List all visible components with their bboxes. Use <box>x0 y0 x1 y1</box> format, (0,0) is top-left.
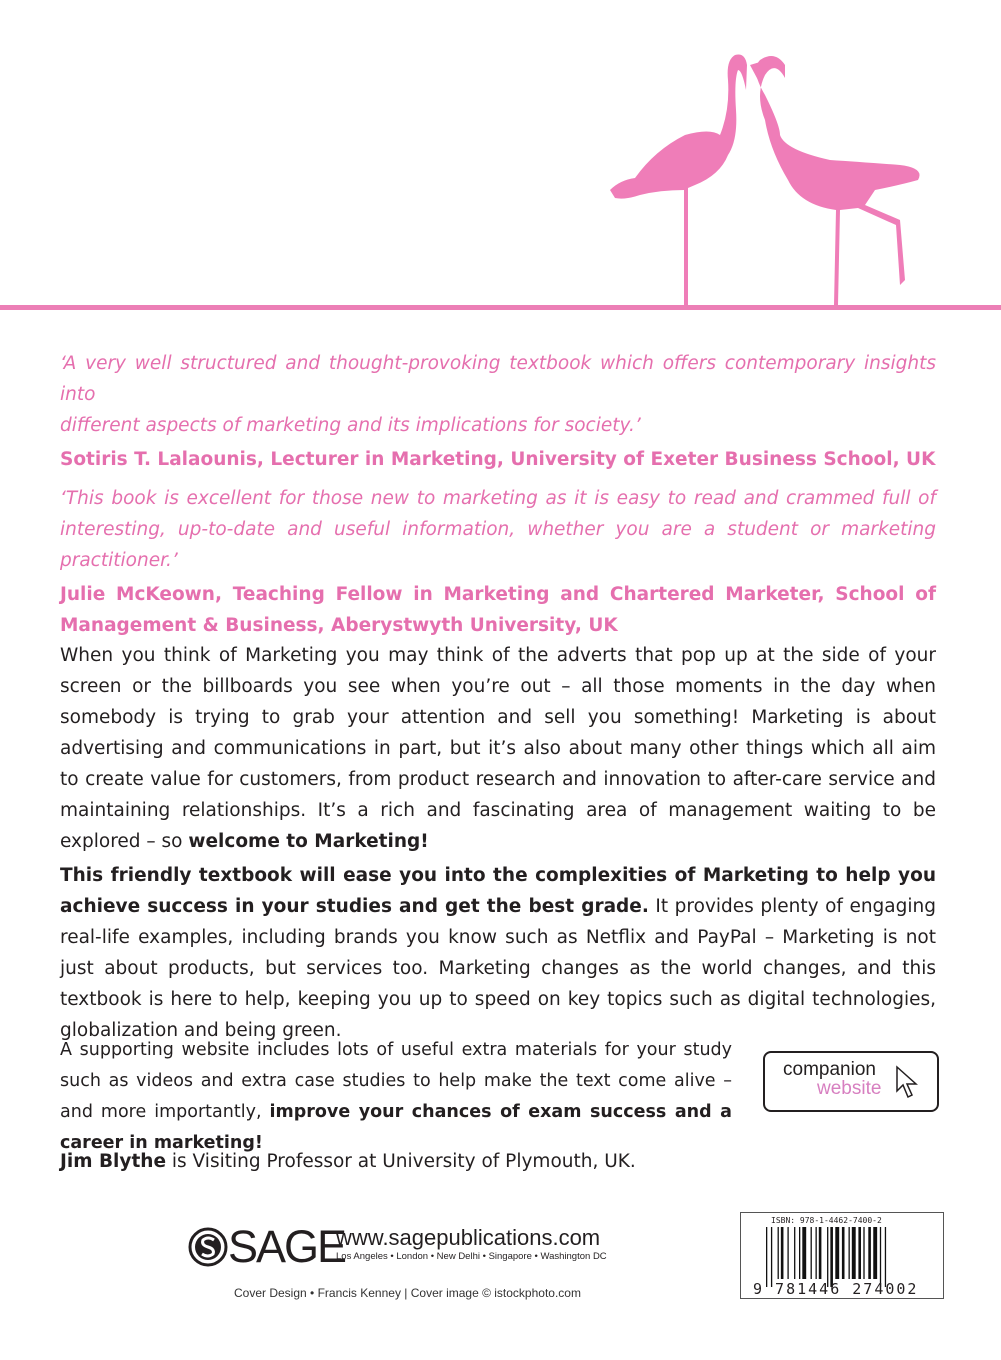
website-paragraph <box>60 1035 732 1159</box>
flamingos-illustration <box>600 40 940 310</box>
barcode-bar <box>781 1227 784 1279</box>
barcode-bar <box>885 1227 886 1287</box>
isbn-barcode <box>740 1212 944 1299</box>
barcode-bar <box>852 1227 856 1279</box>
sage-logo-icon <box>188 1227 228 1267</box>
quote-line: ‘This book is excellent for those new to marketing as it is easy to read and crammed full of <box>60 488 936 509</box>
barcode-bar <box>819 1227 822 1279</box>
cursor-arrow-icon <box>895 1065 919 1101</box>
text: It provides plenty of engaging real-life examples, including brands you know such as Netflix and PayPal – Marketing is not just about products, but services too. Marketing changes as the world changes, and this textbook is here to help, keeping you up to speed on key topics such as digital technologies, globalization and being green. <box>60 896 936 1041</box>
barcode-bar <box>842 1227 845 1279</box>
barcode-bar <box>835 1227 839 1279</box>
barcode-bar <box>849 1227 850 1279</box>
quote-text <box>60 348 936 441</box>
quote-line: interesting, up-to-date and useful information, whether you are a student or marketing practitioner.’ <box>60 519 936 571</box>
bold-text: improve your chances of exam success and a career in marketing! <box>60 1102 732 1153</box>
barcode-bar <box>766 1227 767 1287</box>
barcode-bar <box>863 1227 864 1279</box>
barcode-bar <box>868 1227 871 1279</box>
quote-line: different aspects of marketing and its implications for society.’ <box>60 415 641 436</box>
bold-text: This friendly textbook will ease you into the complexities of Marketing to help you achieve success in your studies and get the best grade. <box>60 865 936 917</box>
barcode-bar <box>794 1227 795 1279</box>
author-name: Jim Blythe <box>60 1151 167 1172</box>
barcode-bar <box>778 1227 779 1279</box>
intro-paragraph <box>60 640 936 857</box>
textbook-paragraph <box>60 860 936 1046</box>
barcode-bar <box>830 1227 833 1287</box>
review-quote-1 <box>60 348 936 475</box>
pink-divider <box>0 305 1001 310</box>
barcode-bar <box>771 1227 772 1287</box>
badge-line-2: website <box>817 1078 882 1099</box>
barcode-bar <box>799 1227 800 1279</box>
companion-website-badge <box>763 1051 939 1112</box>
barcode-bar <box>816 1227 817 1279</box>
review-quote-2 <box>60 483 936 641</box>
quote-text <box>60 483 936 576</box>
barcode-bar <box>802 1227 806 1279</box>
barcode-bar <box>880 1227 881 1287</box>
text: is Visiting Professor at University of Plymouth, UK. <box>166 1151 636 1172</box>
cover-credits: Cover Design • Francis Kenney | Cover image © istockphoto.com <box>234 1286 581 1300</box>
quote-attribution: Sotiris T. Lalaounis, Lecturer in Marketing, University of Exeter Business School, UK <box>60 449 936 470</box>
barcode-digits: 9 781446 274002 <box>753 1280 919 1298</box>
sage-wordmark: SAGE <box>228 1221 346 1272</box>
barcode-bar <box>787 1227 788 1279</box>
publisher-cities: Los Angeles • London • New Delhi • Singapore • Washington DC <box>336 1251 607 1262</box>
quote-attribution: Julie McKeown, Teaching Fellow in Marketing and Chartered Marketer, School of Management & Business, Aberystwyth University, UK <box>60 584 936 636</box>
barcode-bars-icon <box>766 1227 921 1287</box>
text: When you think of Marketing you may think of the adverts that pop up at the side of your screen or the billboards you see when you’re out – all those moments in the day when somebody is trying to grab your attention and sell you something! Marketing is about advertising and communications in part, but it’s also about many other things which all aim to create value for customers, from product research and innovation to after-care service and maintaining relationships. It’s a rich and fascinating area of management waiting to be explored – so <box>60 645 936 852</box>
barcode-bar <box>858 1227 861 1279</box>
badge-line-1: companion <box>783 1059 876 1080</box>
text: A supporting website includes lots of useful extra materials for your study such as videos and extra case studies to help make the text come alive – and more importantly, <box>60 1040 732 1122</box>
publisher-url: www.sagepublications.com <box>336 1225 601 1250</box>
bold-text: welcome to Marketing! <box>188 831 429 852</box>
isbn-text: ISBN: 978-1-4462-7400-2 <box>771 1216 882 1225</box>
barcode-bar <box>827 1227 828 1287</box>
quote-line: ‘A very well structured and thought-provoking textbook which offers contemporary insights into <box>60 353 936 405</box>
barcode-bar <box>873 1227 877 1279</box>
barcode-bar <box>811 1227 812 1279</box>
author-paragraph <box>60 1146 936 1177</box>
